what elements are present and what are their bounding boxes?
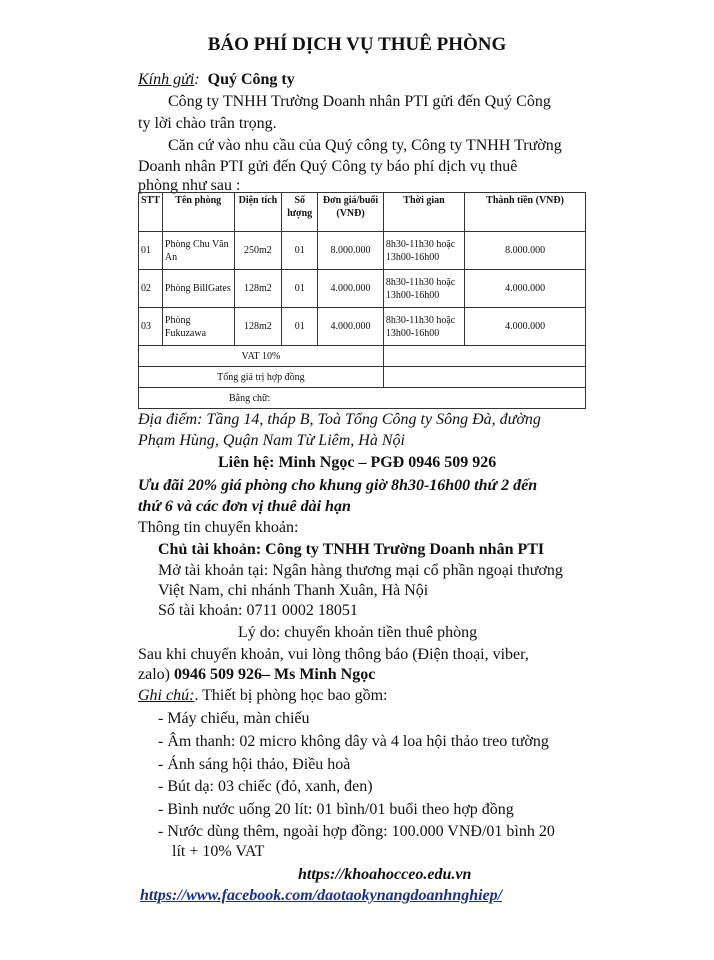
cell-stt: 01 — [139, 232, 163, 270]
facebook-link[interactable]: https://www.facebook.com/daotaokynangdoanhnghiep/ — [140, 887, 503, 904]
bullet-dash: - — [158, 733, 164, 750]
col-header-total: Thành tiền (VNĐ) — [465, 193, 586, 232]
intro-line-2: ty lời chào trân trọng. — [138, 115, 277, 132]
cell-total: 8.000.000 — [465, 232, 586, 270]
account-holder: Chủ tài khoản: Công ty TNHH Trường Doanh nhân PTI — [158, 541, 545, 558]
cell-stt: 03 — [139, 308, 163, 346]
cell-total: 4.000.000 — [465, 308, 586, 346]
cell-area: 128m2 — [234, 270, 282, 308]
col-header-qty: Số lượng — [282, 193, 318, 232]
location-line-1: Địa điểm: Tầng 14, tháp B, Toà Tổng Công ty Sông Đà, đường — [138, 411, 541, 428]
transfer-reason: Lý do: chuyển khoản tiền thuê phòng — [238, 624, 478, 641]
cell-stt: 02 — [139, 270, 163, 308]
greeting-colon: : — [194, 71, 200, 88]
note-item-text: Nước dùng thêm, ngoài hợp đồng: 100.000 VNĐ/01 bình 20 — [167, 823, 555, 840]
in-words-label: Bằng chữ: — [139, 388, 586, 409]
cell-qty: 01 — [282, 270, 318, 308]
list-item — [158, 777, 373, 797]
note-item-text: Máy chiếu, màn chiếu — [167, 710, 310, 727]
note-item-continuation: lít + 10% VAT — [172, 843, 265, 860]
bank-line-2: Việt Nam, chi nhánh Thanh Xuân, Hà Nội — [158, 582, 429, 599]
notify-phone: 0946 509 926– Ms Minh Ngọc — [173, 666, 376, 683]
col-header-stt: STT — [139, 193, 163, 232]
notify-line-1: Sau khi chuyển khoản, vui lòng thông báo (Điện thoại, viber, — [138, 646, 529, 663]
contract-total-row — [139, 367, 586, 388]
table-row — [139, 308, 586, 346]
notify-line-2 — [138, 665, 375, 685]
page-title: BÁO PHÍ DỊCH VỤ THUÊ PHÒNG — [207, 34, 507, 55]
greeting-label: Kính gửi — [138, 71, 195, 88]
table-row — [139, 232, 586, 270]
vat-value — [383, 346, 585, 367]
list-item — [158, 822, 555, 842]
list-item — [158, 800, 514, 820]
cell-price: 8.000.000 — [318, 232, 384, 270]
cell-qty: 01 — [282, 308, 318, 346]
account-number: Số tài khoản: 0711 0002 18051 — [158, 602, 358, 619]
cell-area: 128m2 — [234, 308, 282, 346]
col-header-area: Diện tích — [234, 193, 282, 232]
intro-line-1: Công ty TNHH Trường Doanh nhân PTI gửi đến Quý Công — [168, 93, 551, 110]
list-item — [158, 709, 310, 729]
cell-qty: 01 — [282, 232, 318, 270]
notes-heading — [138, 686, 387, 706]
promo-line-2: thứ 6 và các đơn vị thuê dài hạn — [138, 498, 351, 515]
intro-line-3: Căn cứ vào nhu cầu của Quý công ty, Công ty TNHH Trường — [168, 137, 562, 154]
bullet-dash: - — [158, 710, 164, 727]
cell-price: 4.000.000 — [318, 270, 384, 308]
notes-label: Ghi chú: — [138, 687, 195, 704]
location-line-2: Phạm Hùng, Quận Nam Từ Liêm, Hà Nội — [138, 432, 405, 449]
contact-line: Liên hệ: Minh Ngọc – PGĐ 0946 509 926 — [218, 454, 497, 471]
note-item-text: Bình nước uống 20 lít: 01 bình/01 buổi theo hợp đồng — [167, 801, 514, 818]
contract-total-label: Tổng giá trị hợp đồng — [139, 367, 384, 388]
col-header-price: Đơn giá/buổi (VNĐ) — [318, 193, 384, 232]
note-item-text: Âm thanh: 02 micro không dây và 4 loa hội thảo treo tường — [167, 733, 549, 750]
bullet-dash: - — [158, 823, 164, 840]
cell-area: 250m2 — [234, 232, 282, 270]
contract-total-value — [383, 367, 585, 388]
intro-line-5: phòng như sau : — [138, 177, 241, 194]
cell-time: 8h30-11h30 hoặc 13h00-16h00 — [383, 308, 464, 346]
vat-label: VAT 10% — [139, 346, 384, 367]
vat-row — [139, 346, 586, 367]
intro-line-4: Doanh nhân PTI gửi đến Quý Công ty báo phí dịch vụ thuê — [138, 158, 518, 175]
cell-time: 8h30-11h30 hoặc 13h00-16h00 — [383, 232, 464, 270]
website-link[interactable]: https://khoahocceo.edu.vn — [298, 866, 472, 883]
in-words-row — [139, 388, 586, 409]
note-item-text: Bút dạ: 03 chiếc (đỏ, xanh, đen) — [167, 778, 373, 795]
notify-line-2-plain: zalo) — [138, 666, 174, 683]
bullet-dash: - — [158, 778, 164, 795]
bullet-dash: - — [158, 756, 164, 773]
cell-name: Phòng Chu Văn An — [162, 232, 234, 270]
table-row — [139, 270, 586, 308]
notes-intro: . Thiết bị phòng học bao gồm: — [194, 687, 388, 704]
greeting-recipient: Quý Công ty — [207, 71, 295, 88]
list-item — [158, 732, 549, 752]
cell-time: 8h30-11h30 hoặc 13h00-16h00 — [383, 270, 464, 308]
note-item-text: Ánh sáng hội thảo, Điều hoà — [167, 756, 351, 773]
cell-name: Phòng Fukuzawa — [162, 308, 234, 346]
bullet-dash: - — [158, 801, 164, 818]
col-header-name: Tên phòng — [162, 193, 234, 232]
col-header-time: Thời gian — [383, 193, 464, 232]
promo-line-1: Ưu đãi 20% giá phòng cho khung giờ 8h30-16h00 thứ 2 đến — [138, 477, 538, 494]
fee-table — [138, 192, 586, 409]
transfer-heading: Thông tin chuyển khoản: — [138, 519, 299, 536]
bank-line-1: Mở tài khoản tại: Ngân hàng thương mại cổ phần ngoại thương — [158, 562, 563, 579]
greeting-line — [138, 70, 295, 90]
list-item — [158, 755, 350, 775]
cell-total: 4.000.000 — [465, 270, 586, 308]
cell-price: 4.000.000 — [318, 308, 384, 346]
cell-name: Phòng BillGates — [162, 270, 234, 308]
